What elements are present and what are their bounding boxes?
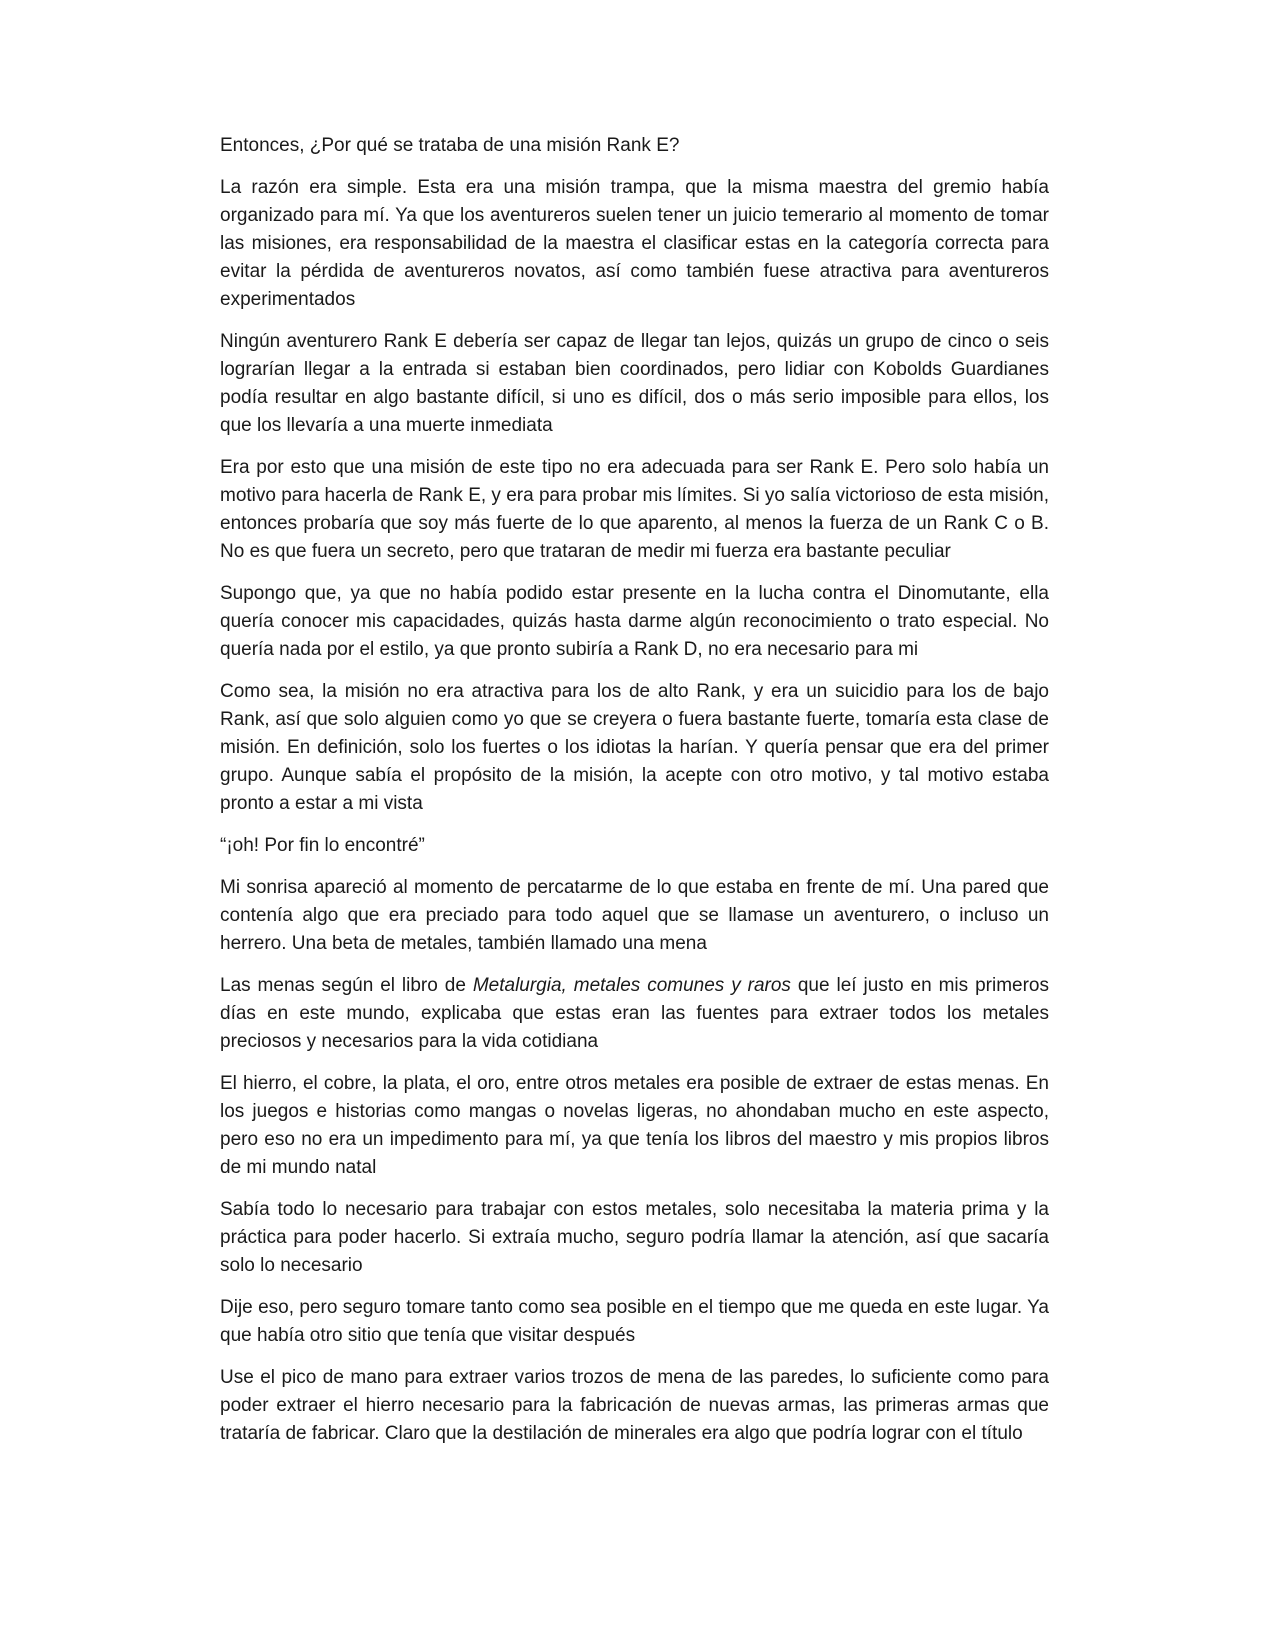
paragraph-9-before: Las menas según el libro de xyxy=(220,975,473,996)
paragraph-6: Como sea, la misión no era atractiva para los de alto Rank, y era un suicidio para los de bajo Rank, así que solo alguien como yo que se creyera o fuera bastante fuerte, tomaría esta clase de misión. En definición, solo los fuertes o los idiotas la harían. Y quería pensar que era del primer grupo. Aunque sabía el propósito de la misión, la acepte con otro motivo, y tal motivo estaba pronto a estar a mi vista xyxy=(220,681,1049,814)
paragraph-11: Sabía todo lo necesario para trabajar con estos metales, solo necesitaba la materia prima y la práctica para poder hacerlo. Si extraía mucho, seguro podría llamar la atención, así que sacaría solo lo necesario xyxy=(220,1199,1049,1276)
paragraph-3: Ningún aventurero Rank E debería ser capaz de llegar tan lejos, quizás un grupo de cinco o seis lograrían llegar a la entrada si estaban bien coordinados, pero lidiar con Kobolds Guardianes podía resultar en algo bastante difícil, si uno es difícil, dos o más serio imposible para ellos, los que los llevaría a una muerte inmediata xyxy=(220,331,1049,436)
paragraph-5: Supongo que, ya que no había podido estar presente en la lucha contra el Dinomutante, ella quería conocer mis capacidades, quizás hasta darme algún reconocimiento o trato especial. No quería nada por el estilo, ya que pronto subiría a Rank D, no era necesario para mi xyxy=(220,583,1049,660)
paragraph-13: Use el pico de mano para extraer varios trozos de mena de las paredes, lo suficiente como para poder extraer el hierro necesario para la fabricación de nuevas armas, las primeras armas que trataría de fabricar. Claro que la destilación de minerales era algo que podría lograr con el título xyxy=(220,1367,1049,1444)
document-page xyxy=(220,132,1049,1462)
paragraph-12: Dije eso, pero seguro tomare tanto como sea posible en el tiempo que me queda en este lugar. Ya que había otro sitio que tenía que visitar después xyxy=(220,1297,1049,1346)
book-title: Metalurgia, metales comunes y raros xyxy=(472,975,791,996)
paragraph-8: Mi sonrisa apareció al momento de percatarme de lo que estaba en frente de mí. Una pared que contenía algo que era preciado para todo aquel que se llamase un aventurero, o incluso un herrero. Una beta de metales, también llamado una mena xyxy=(220,877,1049,954)
paragraph-1: Entonces, ¿Por qué se trataba de una misión Rank E? xyxy=(220,135,680,156)
paragraph-9 xyxy=(220,972,1049,1056)
paragraph-4: Era por esto que una misión de este tipo no era adecuada para ser Rank E. Pero solo había un motivo para hacerla de Rank E, y era para probar mis límites. Si yo salía victorioso de esta misión, entonces probaría que soy más fuerte de lo que aparento, al menos la fuerza de un Rank C o B. No es que fuera un secreto, pero que trataran de medir mi fuerza era bastante peculiar xyxy=(220,457,1049,562)
paragraph-9-after: que leí justo en mis primeros días en este mundo, explicaba que estas eran las fuentes para extraer todos los metales preciosos y necesarios para la vida cotidiana xyxy=(220,975,1049,1052)
paragraph-10: El hierro, el cobre, la plata, el oro, entre otros metales era posible de extraer de estas menas. En los juegos e historias como mangas o novelas ligeras, no ahondaban mucho en este aspecto, pero eso no era un impedimento para mí, ya que tenía los libros del maestro y mis propios libros de mi mundo natal xyxy=(220,1073,1049,1178)
paragraph-2: La razón era simple. Esta era una misión trampa, que la misma maestra del gremio había organizado para mí. Ya que los aventureros suelen tener un juicio temerario al momento de tomar las misiones, era responsabilidad de la maestra el clasificar estas en la categoría correcta para evitar la pérdida de aventureros novatos, así como también fuese atractiva para aventureros experimentados xyxy=(220,177,1049,310)
paragraph-7: “¡oh! Por fin lo encontré” xyxy=(220,835,425,856)
